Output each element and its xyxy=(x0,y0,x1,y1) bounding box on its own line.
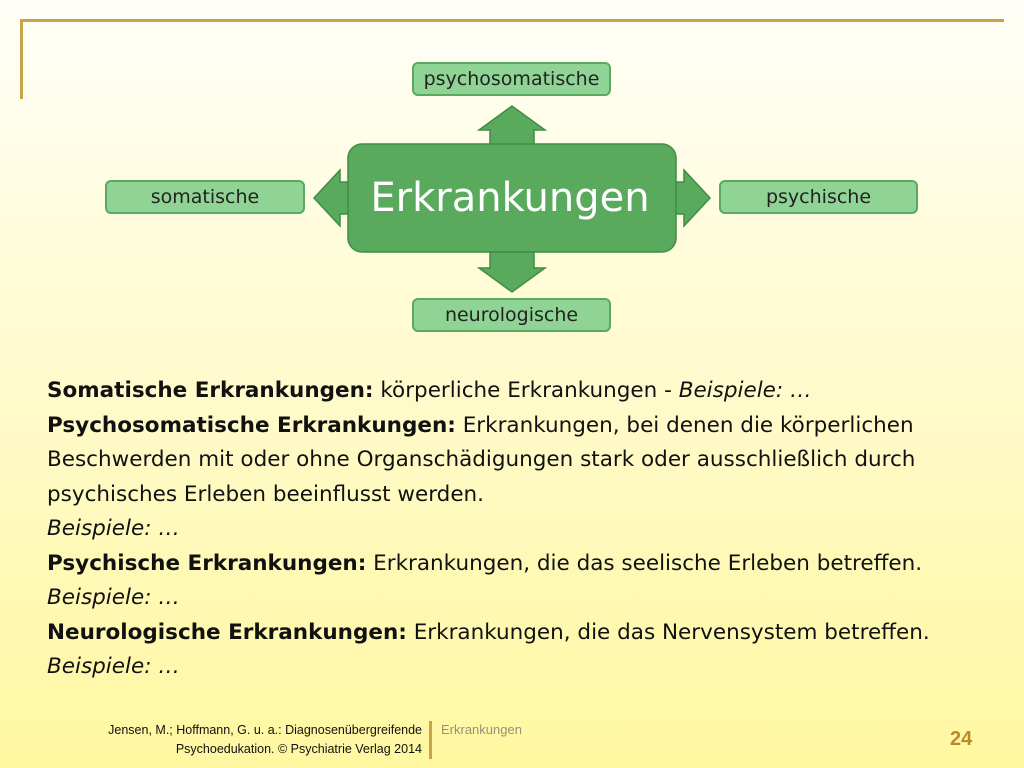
footer-divider xyxy=(429,721,432,759)
somatic-examples: Beispiele: … xyxy=(678,378,812,403)
citation-line-2: Psychoedukation. © Psychiatrie Verlag 2014 xyxy=(175,742,422,756)
footer-section-label: Erkrankungen xyxy=(441,722,522,737)
somatic-term: Somatische Erkrankungen: xyxy=(47,378,374,403)
somatic-text: körperliche Erkrankungen - xyxy=(373,378,679,403)
psychic-examples: Beispiele: … xyxy=(47,585,180,610)
psychosomatic-text-3: psychisches Erleben beeinflusst werden. xyxy=(47,481,485,507)
node-neurologische: neurologische xyxy=(412,298,611,332)
neurological-term: Neurologische Erkrankungen: xyxy=(47,619,407,645)
psychosomatic-definition xyxy=(47,409,1007,444)
node-psychosomatische: psychosomatische xyxy=(412,62,611,96)
arrow-right xyxy=(672,170,710,226)
somatic-definition xyxy=(47,374,1007,409)
psychic-term: Psychische Erkrankungen: xyxy=(47,550,367,576)
center-label-erkrankungen: Erkrankungen xyxy=(370,175,650,221)
neurological-examples: Beispiele: … xyxy=(47,654,180,679)
definitions-text xyxy=(47,374,1007,685)
psychosomatic-text-2: Beschwerden mit oder ohne Organschädigungen stark oder ausschließlich durch xyxy=(47,447,916,472)
citation-line-1: Jensen, M.; Hoffmann, G. u. a.: Diagnosenübergreifende xyxy=(108,723,422,737)
arrow-down xyxy=(479,252,545,292)
page-number: 24 xyxy=(950,728,973,750)
neurological-definition xyxy=(47,616,1007,651)
psychosomatic-term: Psychosomatische Erkrankungen: xyxy=(47,412,456,438)
node-somatische: somatische xyxy=(105,180,305,214)
psychosomatic-examples: Beispiele: … xyxy=(47,516,180,541)
psychic-text: Erkrankungen, die das seelische Erleben betreffen. xyxy=(366,550,923,576)
node-psychische: psychische xyxy=(719,180,918,214)
psychic-definition xyxy=(47,547,1007,582)
arrow-up xyxy=(479,106,545,145)
psychosomatic-text-1: Erkrankungen, bei denen die körperlichen xyxy=(455,412,914,438)
footer-citation xyxy=(60,721,422,759)
neurological-text: Erkrankungen, die das Nervensystem betreffen. xyxy=(406,619,930,645)
arrow-left xyxy=(314,170,352,226)
